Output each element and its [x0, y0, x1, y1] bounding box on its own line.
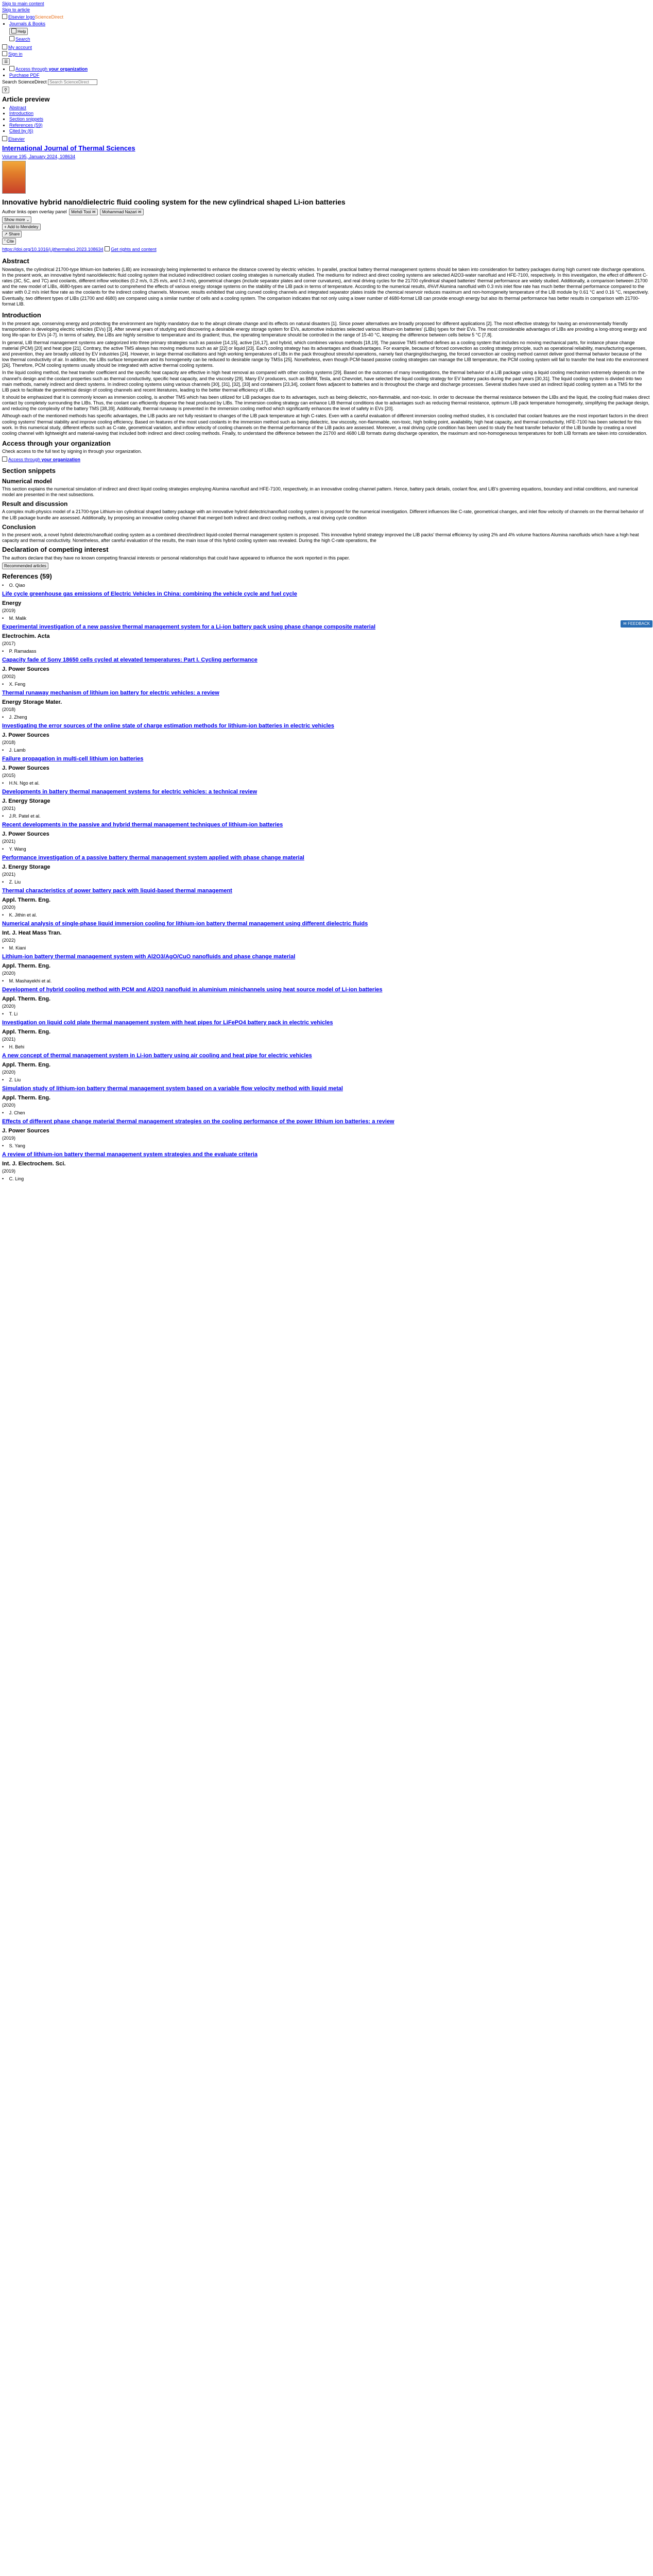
outline-item[interactable]: • Introduction [9, 111, 650, 116]
access-text: Check access to the full text by signing in through your organization. [2, 449, 142, 454]
my-account-link[interactable]: My account [8, 45, 32, 50]
intro-paragraph: In the present age, conserving energy and protecting the environment are highly mandatory due to the abrupt climate change and its effects on natural disasters [1]. Since power alternatives are broadly proposed for different applications [2]. The most effective strategy for having an environmentally friendly transportation is developing electric vehicles (EVs) [3]. After several years of studying and discovering a desirable energy storage system for EVs, automotive industries selected various lithium-ion batteries' (LIBs) types for their EVs. The most considerable advantages of LIBs are providing a long-strong energy and long life-span for EVs [4-7]. In terms of safety, the LIBs are highly sensitive to temperature and its gradient; thus, the operating temperature should be controlled in the range of 15-40 °C, keeping the difference between cells below 5 °C [7,8]. [2, 321, 647, 338]
add-mendeley-button[interactable]: + Add to Mendeley [2, 224, 41, 230]
reference-item [2, 912, 650, 944]
competing-interest-heading: Declaration of competing interest [2, 546, 109, 553]
bullet-icon: • [2, 780, 5, 786]
help-row [9, 28, 650, 35]
reference-year: (2002) [2, 674, 16, 680]
reference-item [2, 978, 650, 1010]
reference-author: Z. Liu [9, 879, 21, 885]
bullet-icon: • [2, 813, 5, 819]
reference-journal: Appl. Therm. Eng. [2, 1094, 51, 1101]
reference-year: (2020) [2, 1004, 16, 1009]
reference-title-link[interactable]: Experimental investigation of a new passive thermal management system for a Li-ion battery pack using phase change composite material [2, 623, 375, 630]
reference-title-link[interactable]: Developments in battery thermal management systems for electric vehicles: a technical review [2, 788, 257, 795]
search-form [2, 79, 650, 85]
author-prefix: Author links open overlay panel [2, 209, 67, 215]
reference-journal: Appl. Therm. Eng. [2, 1028, 51, 1035]
bullet-icon: • [2, 1110, 5, 1115]
reference-author: J. Chen [9, 1110, 25, 1115]
elsevier-link[interactable]: Elsevier [8, 137, 25, 142]
reference-item [2, 1011, 650, 1043]
reference-title-link[interactable]: Investigation on liquid cold plate thermal management system with heat pipes for LiFePO4 battery pack in electric vehicles [2, 1019, 333, 1026]
reference-title-link[interactable]: Thermal characteristics of power battery pack with liquid-based thermal management [2, 887, 232, 894]
reference-author: T. Li [9, 1011, 18, 1016]
skip-to-article-link[interactable]: Skip to article [2, 7, 30, 13]
reference-title-link[interactable]: Lithium-ion battery thermal management system with Al2O3/AgO/CuO nanofluids and phase change material [2, 953, 296, 960]
reference-year: (2021) [2, 806, 16, 811]
article-outline [9, 105, 650, 134]
snippet-text: In the present work, a novel hybrid dielectric/nanofluid cooling system as a combined direct/indirect liquid-cooled thermal management system is proposed. This innovative hybrid strategy improved the LIB packs' thermal efficiency by using 2% and 4% volume fractions Alumina nanofluids which have a high heat capacity and thermal conductivity. Nonetheless, after careful evaluation of the results, the main issue of this hybrid cooling system was revealed. During the high C-rate operations, the [2, 532, 639, 543]
reference-title-link[interactable]: Simulation study of lithium-ion battery thermal management system based on a variable flow velocity method with liquid metal [2, 1085, 343, 1092]
doi-row [2, 246, 650, 252]
search-icon: ⚲ [4, 87, 7, 92]
institution-icon [2, 51, 7, 56]
purchase-pdf-link[interactable]: Purchase PDF [9, 73, 40, 78]
article-title: Innovative hybrid nano/dielectric fluid cooling system for the new cylindrical shaped Li-ion batteries [2, 197, 346, 206]
reference-journal: J. Power Sources [2, 732, 49, 738]
reference-item [2, 1077, 650, 1109]
help-button[interactable] [9, 28, 28, 35]
recommended-articles-button[interactable]: Recommended articles [2, 563, 48, 569]
search-input[interactable] [48, 79, 97, 85]
reference-item [2, 583, 650, 614]
reference-author: M. Kiani [9, 945, 26, 951]
reference-journal: J. Energy Storage [2, 798, 50, 804]
reference-year: (2019) [2, 608, 16, 614]
reference-author: J.R. Patel et al. [9, 813, 41, 819]
reference-year: (2018) [2, 707, 16, 713]
reference-author: K. Jithin et al. [9, 912, 37, 918]
plus-icon: + [4, 225, 7, 230]
reference-item [2, 616, 650, 647]
reference-year: (2022) [2, 938, 16, 943]
cite-button[interactable]: ” Cite [2, 238, 16, 245]
reference-year: (2015) [2, 773, 16, 778]
sign-in-link[interactable]: Sign in [8, 51, 23, 57]
chat-icon: ✉ [623, 621, 628, 626]
reference-journal: Appl. Therm. Eng. [2, 995, 51, 1002]
snippet-text: This section explains the numerical simulation of indirect and direct liquid cooling strategies employing Alumina nanofluid and HFE-7100, respectively, in an innovative cooling channel pattern. Hence, battery pack details, coolant flow, and LIB's governing equations, boundary and initial conditions, and numerical model are presented in the next subsections. [2, 486, 638, 498]
intro-paragraph: In general, LIB thermal management systems are categorized into three primary strategies such as passive [14,15], active [16,17], and hybrid, which combines various methods [18,19]. The passive TMS method defines as a cooling system that includes no moving mechanical parts, for instance phase change material (PCM) [20] and heat pipe [21]. Contrary, the active TMS always has moving mediums such as air [22] or liquid [23]. Each cooling strategy has its advantages and disadvantages. For example, because of forced convection as cooling strategy principle, such as operational reliability, manufacturing expenses, and prevention, they are broadly utilized by EV industries [24]. However, in large thermal oscillations and high working temperatures of LIBs in the pack throughout stressful operations, namely fast charging/discharging, the forced convection air cooling method cannot deliver good thermal behavior because of the low thermal conductivity of air. In addition, the LIBs surface temperature and its homogeneity can be reduced to desirable range by TMSs [25]. Nonetheless, even though PCM-based passive cooling strategies can manage the LIB temperature, the PCM cooling system will fail to transfer the heat into the environment [26]. Therefore, PCM cooling systems usually should be integrated with active thermal cooling systems. [2, 340, 649, 368]
access-link-row [2, 456, 650, 463]
reference-item [2, 1176, 650, 1182]
intro-paragraph: Although each of the mentioned methods has specific advantages, the LIB packs are not fully resistant to changes of the LIB pack temperature at high C-rates. Even with a careful evaluation of different immersion cooling method studies, it is concluded that coolant features are the most important factors in the direct cooling systems' thermal stability and improve cooling efficiency. Based on features of the most used coolants in the immersion method such as being dielectric, low viscosity, non-flammable, non-toxic, high boiling point, availability, high heat capacity, and thermal conductivity, HFE-7100 has been selected for this work. In this numerical study, different effects such as C-rate, geometrical variation, and inflow velocity of cooling channels on the thermal performance of the LIB packs are assessed. Moreover, a real driving cycle condition has been used to study the heat transfer behavior of the LIB bundle by creating a novel cooling channel with lightweight and material-saving that included both indirect and direct cooling methods. Finally, to understand the difference between the 21700 and 4680 LIB formats during discharge operation, the maximum and non-homogeneous temperatures for both LIB formats are taken into consideration. [2, 413, 648, 436]
reference-year: (2021) [2, 839, 16, 844]
reference-item [2, 649, 650, 680]
reference-year: (2020) [2, 1103, 16, 1108]
reference-author: M. Malik [9, 615, 27, 621]
outline-item[interactable]: • Cited by (6) [9, 128, 650, 134]
reference-item [2, 781, 650, 812]
person-icon: ✉ [138, 210, 142, 215]
bullet-icon: • [2, 1143, 5, 1148]
bullet-icon: • [2, 681, 5, 687]
reference-item [2, 748, 650, 779]
reference-title-link[interactable]: Effects of different phase change material thermal management strategies on the cooling performance of the power lithium ion batteries: a review [2, 1118, 394, 1125]
search-submit-button[interactable] [2, 87, 9, 93]
reference-title-link[interactable]: Investigating the error sources of the online state of charge estimation methods for lithium-ion batteries in electric vehicles [2, 722, 334, 729]
reference-title-link[interactable]: Capacity fade of Sony 18650 cells cycled at elevated temperatures: Part I. Cycling performance [2, 656, 257, 663]
access-links [9, 66, 650, 79]
show-more-button[interactable]: Show more ⌄ [2, 216, 31, 223]
reference-title-link[interactable]: A new concept of thermal management system in Li-ion battery using air cooling and heat pipe for electric vehicles [2, 1052, 312, 1059]
reference-journal: Int. J. Electrochem. Sci. [2, 1160, 66, 1167]
help-label: Help [18, 29, 26, 34]
menu-row [2, 58, 650, 65]
intro-paragraph: In the liquid cooling method, the heat transfer coefficient and the specific heat capacity are effective in high heat removal as compared with other cooling systems [29]. Based on the outcomes of many investigations, the thermal behavior of a LIB package using a liquid cooling mechanism extremely depends on the channel's design and the coolant properties such as thermal conductivity, specific heat capacity, and the viscosity [29]. Many EV producers, such as BMW, Tesla, and Chevrolet, have selected the liquid cooling strategy for EV battery packs during the past years [30,31]. The liquid cooling system is divided into two main methods, namely indirect and direct systems. In indirect cooling systems using various channels [30], [31], [32], [33] and containers [23,34], coolant flows adjacent to batteries and is throughout the charge and discharge processes. Several studies have used an indirect liquid cooling system as a TMS for the LIB pack to facilitate the geometrical design of cooling channels and recent literatures, leading to the better thermal efficiency of LIBs. [2, 370, 645, 393]
nav-item-journals[interactable] [9, 21, 650, 27]
external-link-icon [105, 246, 110, 251]
reference-year: (2018) [2, 740, 16, 745]
reference-title-link[interactable]: Life cycle greenhouse gas emissions of Electric Vehicles in China: combining the vehicle cycle and fuel cycle [2, 590, 297, 597]
sciencedirect-logo: ScienceDirect [35, 14, 64, 20]
bullet-icon: • [2, 846, 5, 852]
reference-journal: J. Power Sources [2, 765, 49, 771]
article-preview-heading: Article preview [2, 95, 50, 103]
reference-author: Z. Liu [9, 1077, 21, 1082]
reference-journal: Appl. Therm. Eng. [2, 962, 51, 969]
reference-journal: J. Power Sources [2, 1127, 49, 1134]
bullet-icon: • [2, 1044, 5, 1049]
references-heading: References (59) [2, 572, 52, 581]
bullet-icon: • [2, 912, 5, 918]
volume-info [2, 154, 650, 160]
reference-journal: Electrochim. Acta [2, 633, 50, 639]
reference-year: (2019) [2, 1168, 16, 1174]
journals-books-link[interactable]: Journals & Books [9, 21, 46, 26]
reference-item [2, 1044, 650, 1076]
reference-journal: Energy Storage Mater. [2, 699, 62, 705]
reference-title-link[interactable]: Development of hybrid cooling method with PCM and Al2O3 nanofluid in aluminium minichannels using heat source model of Li-ion batteries [2, 986, 383, 993]
snippet-text: A complex multi-physics model of a 21700-type Lithium-ion cylindrical shaped battery package with an innovative hybrid dielectric/nanofluid cooling system is proposed for the numerical investigation. Different influences like C-rate, geometrical changes, and inlet flow velocity of channels on the thermal behavior of the LIB package bundle are assessed. Additionally, by proposing an innovative cooling channel that merged both indirect and direct cooling methods, a real driving cycle condition [2, 509, 644, 520]
search-submit-row [2, 87, 650, 93]
author-list [2, 209, 650, 215]
account-block [2, 44, 650, 57]
share-button[interactable]: ↗ Share [2, 231, 22, 238]
author-button[interactable]: Mehdi Tooi ✉ [69, 209, 97, 215]
reference-journal: Energy [2, 600, 22, 606]
reference-journal: J. Energy Storage [2, 863, 50, 870]
reference-journal: J. Power Sources [2, 831, 49, 837]
reference-item [2, 814, 650, 845]
reference-title-link[interactable]: A review of lithium-ion battery thermal management system strategies and the evaluate criteria [2, 1151, 257, 1158]
bullet-icon: • [2, 648, 5, 654]
reference-journal: Appl. Therm. Eng. [2, 896, 51, 903]
bullet-icon: • [2, 1077, 5, 1082]
article-tools [2, 216, 650, 245]
reference-journal: Appl. Therm. Eng. [2, 1061, 51, 1068]
bullet-icon: • [2, 1176, 5, 1181]
journal-cover-image[interactable] [2, 161, 26, 194]
introduction-heading: Introduction [2, 311, 41, 319]
reference-item [2, 846, 650, 878]
access-through-org-link[interactable]: Access through your organization [15, 66, 88, 72]
outline-item[interactable]: • Abstract [9, 105, 650, 111]
brand-logos[interactable] [2, 14, 650, 20]
reference-year: (2020) [2, 905, 16, 910]
access-heading: Access through your organization [2, 439, 111, 448]
snippet-heading: Result and discussion [2, 500, 68, 508]
reference-author: J. Lamb [9, 747, 26, 753]
search-link[interactable]: Search [15, 37, 30, 42]
reference-item [2, 1143, 650, 1175]
chevron-down-icon: ⌄ [26, 217, 30, 223]
bullet-icon: • [2, 879, 5, 885]
reference-item [2, 682, 650, 713]
journal-title [2, 144, 650, 152]
reference-title-link[interactable]: Recent developments in the passive and hybrid thermal management techniques of lithium-ion batteries [2, 821, 283, 828]
abstract-heading: Abstract [2, 257, 29, 265]
reference-author: J. Zheng [9, 714, 27, 720]
reference-journal: J. Power Sources [2, 666, 49, 672]
reference-item [2, 715, 650, 746]
reference-item [2, 945, 650, 977]
elsevier-logo-icon [2, 14, 7, 19]
reference-title-link[interactable]: Numerical analysis of single-phase liquid immersion cooling for lithium-ion battery thermal management using different dielectric fluids [2, 920, 368, 927]
volume-link[interactable]: Volume 195, January 2024, 108634 [2, 154, 76, 159]
elsevier-logo-icon [2, 136, 7, 141]
share-icon: ↗ [4, 232, 8, 237]
competing-interest-text: The authors declare that they have no known competing financial interests or personal relationships that could have appeared to influence the work reported in this paper. [2, 555, 350, 561]
menu-icon: ☰ [4, 59, 8, 64]
reference-year: (2021) [2, 872, 16, 877]
reference-author: S. Yang [9, 1143, 25, 1148]
snippet-heading: Numerical model [2, 478, 52, 485]
bullet-icon: • [2, 978, 5, 984]
reference-item [2, 1110, 650, 1142]
bullet-icon: • [2, 1011, 5, 1016]
reference-year: (2020) [2, 971, 16, 976]
reference-title-link[interactable]: Failure propagation in multi-cell lithium ion batteries [2, 755, 144, 762]
top-nav [9, 21, 650, 27]
reference-item [2, 879, 650, 911]
search-label: Search ScienceDirect [2, 79, 47, 85]
help-icon [11, 28, 16, 33]
section-snippets-heading: Section snippets [2, 466, 56, 474]
page [0, 0, 652, 1182]
institution-icon [9, 66, 14, 71]
reference-author: X. Feng [9, 681, 26, 687]
feedback-button[interactable]: ✉ FEEDBACK [621, 620, 652, 628]
reference-list [2, 583, 650, 1182]
reference-year: (2019) [2, 1136, 16, 1141]
reference-title-link[interactable]: Thermal runaway mechanism of lithium ion battery for electric vehicles: a review [2, 689, 219, 696]
elsevier-logo-link[interactable]: Elsevier logo [8, 14, 35, 20]
reference-author: C. Ling [9, 1176, 24, 1181]
bullet-icon: • [2, 582, 5, 588]
reference-year: (2021) [2, 1037, 16, 1042]
snippet-heading: Conclusion [2, 523, 36, 531]
outline-item[interactable]: • References (59) [9, 123, 650, 128]
search-link-row [9, 36, 650, 42]
reference-journal: Int. J. Heat Mass Tran. [2, 929, 62, 936]
get-rights-link[interactable]: Get rights and content [111, 247, 157, 252]
reference-title-link[interactable]: Performance investigation of a passive battery thermal management system applied with phase change material [2, 854, 304, 861]
reference-author: M. Mashayekhi et al. [9, 978, 52, 984]
bullet-icon: • [2, 615, 5, 621]
doi-link[interactable]: https://doi.org/10.1016/j.ijthermalsci.2023.108634 [2, 247, 104, 252]
reference-author: H.N. Ngo et al. [9, 780, 40, 786]
reference-author: H. Behi [9, 1044, 25, 1049]
bullet-icon: • [2, 714, 5, 720]
search-icon [9, 36, 14, 41]
skip-to-main-link[interactable]: Skip to main content [2, 1, 44, 6]
institution-icon [2, 456, 7, 462]
elsevier-link-row [2, 136, 650, 142]
reference-year: (2020) [2, 1070, 16, 1075]
bullet-icon: • [2, 747, 5, 753]
menu-button[interactable] [2, 58, 10, 65]
quote-icon: ” [4, 239, 6, 244]
access-org-link[interactable]: Access through your organization [8, 456, 81, 462]
person-icon [2, 44, 7, 49]
reference-year: (2017) [2, 641, 16, 647]
author-button[interactable]: Mohammad Nazari ✉ [100, 209, 144, 215]
person-icon: ✉ [92, 210, 96, 215]
journal-link[interactable]: International Journal of Thermal Sciences [2, 144, 135, 152]
reference-author: Y. Wang [9, 846, 26, 852]
reference-author: P. Ramadass [9, 648, 37, 654]
intro-paragraph: It should be emphasized that it is commonly known as immersion cooling, is another TMS which has been utilized for LIB packages due to its advantages, such as being dielectric, non-flammable, and non-toxic. In order to decrease the thermal resistance between the LIBs and the liquid, the cooling fluid makes direct contact by completely surrounding the LIBs. Thus, the coolant can efficiently disperse the heat produced by LIBs. The immersion cooling strategy can enhance LIB thermal conditions due to advantages such as reducing thermal resistance, optimum LIB pack temperature homogeneity, simplifying the package design, and reducing the complexity of the battery TMS [38,39]. Additionally, thermal runaway is prevented in the immersion cooling method which significantly enhances the level of safety in EVs [20]. [2, 394, 650, 412]
abstract-text: Nowadays, the cylindrical 21700-type lithium-ion batteries (LIB) are increasingly being implemented to enhance the distance covered by electric vehicles. In parallel, practical battery thermal management systems should be taken into consideration for battery packages during high current rate discharge operations. In the present work, an innovative hybrid nano/dielectric fluid cooling system that included indirect/direct coolant cooling strategies is numerically studied. The mediums for indirect and direct cooling systems are selected Al2O3-water nanofluid and HFE-7100, respectively. In this investigation, the effect of different C-rates (3C, 5C, and 7C) and coolants, different inflow velocities (0.2 m/s, 0.25 m/s, and 0.3 m/s), geometrical changes (include separator plates and corner curvatures), and real driving cycles for the 21700 cylindrical shaped batteries' thermal performance are widely studied. Additionally, a comparison between 21700 and the new model of LIBs, 4680-types are carried out to comprehend the effects of various energy storage systems on the stability of the LIB pack in terms of temperature. According to the numerical results, 4%Vf Alumina nanofluid with 0.3 m/s inlet flow rate has much better thermal performance compared to the water with 0.2 m/s inlet flow rate as the coolants for the indirect cooling channels. Moreover, results exhibited that using curved cooling channels and integrated separator plates inside the chemical reservoir reduces maximum and non-homogeneity temperature of the LIB module by 0.61 °C and 0.16 °C, respectively. Eventually, two different types of LIBs (21700 and 4680) are compared using a similar number of cells and a cooling system. The comparison indicates that not only using a lower number of 4680-format LIB can provide enough energy but also its thermal performance has better results in comparison with 21700-format LIB. [2, 266, 649, 307]
bullet-icon: • [2, 945, 5, 951]
reference-author: O. Qiao [9, 582, 25, 588]
outline-item[interactable]: • Section snippets [9, 116, 650, 122]
